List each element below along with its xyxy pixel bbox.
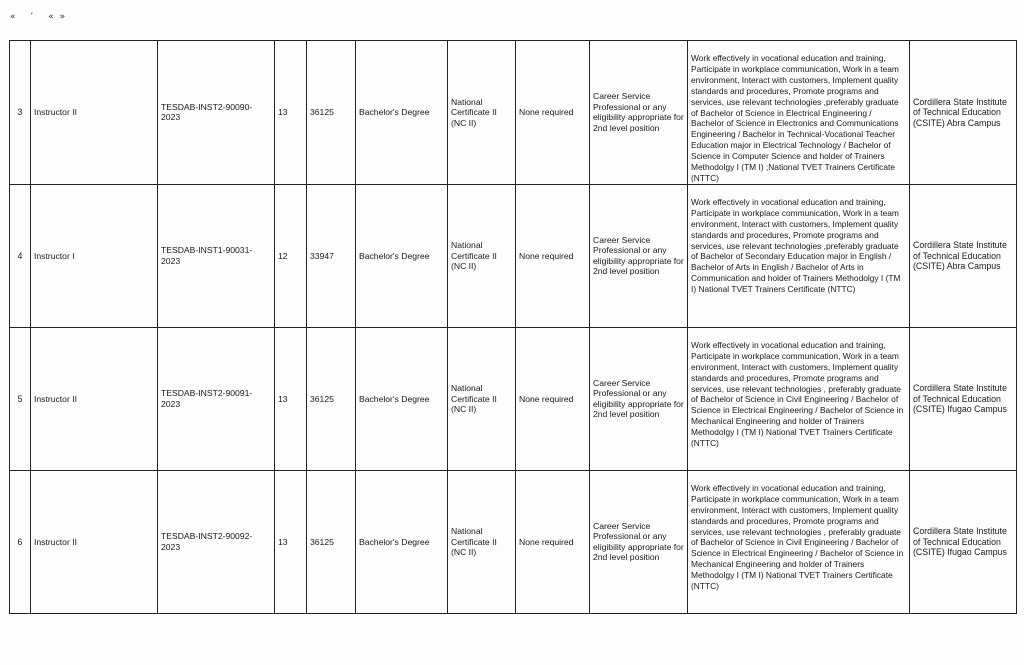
plantilla-item-number: TESDAB-INST2-90090-2023 (158, 41, 275, 185)
education-requirement: Bachelor's Degree (356, 184, 448, 327)
monthly-salary: 36125 (307, 41, 356, 185)
eligibility-requirement: Career Service Professional or any eligibility appropriate for 2nd level position (590, 41, 688, 185)
salary-grade: 13 (275, 470, 307, 613)
table-row (10, 184, 1017, 327)
education-requirement: Bachelor's Degree (356, 41, 448, 185)
row-number: 4 (10, 184, 31, 327)
education-requirement: Bachelor's Degree (356, 327, 448, 470)
position-title: Instructor II (31, 41, 158, 185)
training-requirement: National Certificate II (NC II) (448, 184, 516, 327)
table-row (10, 41, 1017, 185)
position-title: Instructor I (31, 184, 158, 327)
salary-grade: 13 (275, 41, 307, 185)
competency-requirement: Work effectively in vocational education and training, Participate in workplace communication, Work in a team environment, Interact with customers, Implement quality standards and procedures, Promote programs and services, use relevant technologies , preferably graduate of Bachelor of Science in Civil Engineering / Bachelor of Science in Electrical Engineering / Bachelor of Science in Mechanical Engineering and holder of Trainers Methodolgy I (TM I) National TVET Trainers Certificate (NTTC) (688, 327, 910, 470)
competency-requirement: Work effectively in vocational education and training, Participate in workplace communication, Work in a team environment, Interact with customers, Implement quality standards and procedures, Promote programs and services, use relevant technologies ,preferably graduate of Bachelor of Science in Electrical Engineering / Bachelor of Science in Electronics and Communications Engineering / Bachelor in Technical-Vocational Teacher Education major in Electrical Technology / Bachelor of Science in Computer Science and holder of Trainers Methodolgy I (TM I) ;National TVET Trainers Certificate (NTTC) (688, 41, 910, 185)
place-of-assignment: Cordillera State Institute of Technical Education (CSITE) Ifugao Campus (910, 327, 1017, 470)
training-requirement: National Certificate II (NC II) (448, 327, 516, 470)
training-requirement: National Certificate II (NC II) (448, 41, 516, 185)
education-requirement: Bachelor's Degree (356, 470, 448, 613)
training-requirement: National Certificate II (NC II) (448, 470, 516, 613)
table-row (10, 327, 1017, 470)
competency-requirement: Work effectively in vocational education and training, Participate in workplace communication, Work in a team environment, Interact with customers, Implement quality standards and procedures, Promote programs and services, use relevant technologies , preferably graduate of Bachelor of Science in Civil Engineering / Bachelor of Science in Electrical Engineering / Bachelor of Science in Mechanical Engineering and holder of Trainers Methodolgy I (TM I) National TVET Trainers Certificate (NTTC) (688, 470, 910, 613)
place-of-assignment: Cordillera State Institute of Technical Education (CSITE) Ifugao Campus (910, 470, 1017, 613)
row-number: 3 (10, 41, 31, 185)
position-title: Instructor II (31, 327, 158, 470)
eligibility-requirement: Career Service Professional or any eligibility appropriate for 2nd level position (590, 327, 688, 470)
table-row (10, 470, 1017, 613)
position-title: Instructor II (31, 470, 158, 613)
monthly-salary: 33947 (307, 184, 356, 327)
row-number: 6 (10, 470, 31, 613)
experience-requirement: None required (516, 470, 590, 613)
monthly-salary: 36125 (307, 327, 356, 470)
experience-requirement: None required (516, 41, 590, 185)
place-of-assignment: Cordillera State Institute of Technical Education (CSITE) Abra Campus (910, 41, 1017, 185)
plantilla-item-number: TESDAB-INST2-90092-2023 (158, 470, 275, 613)
eligibility-requirement: Career Service Professional or any eligibility appropriate for 2nd level position (590, 470, 688, 613)
salary-grade: 13 (275, 327, 307, 470)
competency-requirement: Work effectively in vocational education and training, Participate in workplace communication, Work in a team environment, Interact with customers, Implement quality standards and procedures, Promote programs and services, use relevant technologies ,preferably graduate of Bachelor of Secondary Education major in English / Bachelor of Arts in English / Bachelor of Arts in Communication and holder of Trainers Methodolgy I (TM I) National TVET Trainers Certificate (NTTC) (688, 184, 910, 327)
salary-grade: 12 (275, 184, 307, 327)
eligibility-requirement: Career Service Professional or any eligibility appropriate for 2nd level position (590, 184, 688, 327)
scan-marks: « ’ «» (10, 12, 72, 22)
experience-requirement: None required (516, 184, 590, 327)
monthly-salary: 36125 (307, 470, 356, 613)
table-body (10, 41, 1017, 614)
plantilla-item-number: TESDAB-INST1-90031-2023 (158, 184, 275, 327)
plantilla-item-number: TESDAB-INST2-90091-2023 (158, 327, 275, 470)
experience-requirement: None required (516, 327, 590, 470)
vacancy-table (9, 40, 1017, 614)
place-of-assignment: Cordillera State Institute of Technical Education (CSITE) Abra Campus (910, 184, 1017, 327)
row-number: 5 (10, 327, 31, 470)
